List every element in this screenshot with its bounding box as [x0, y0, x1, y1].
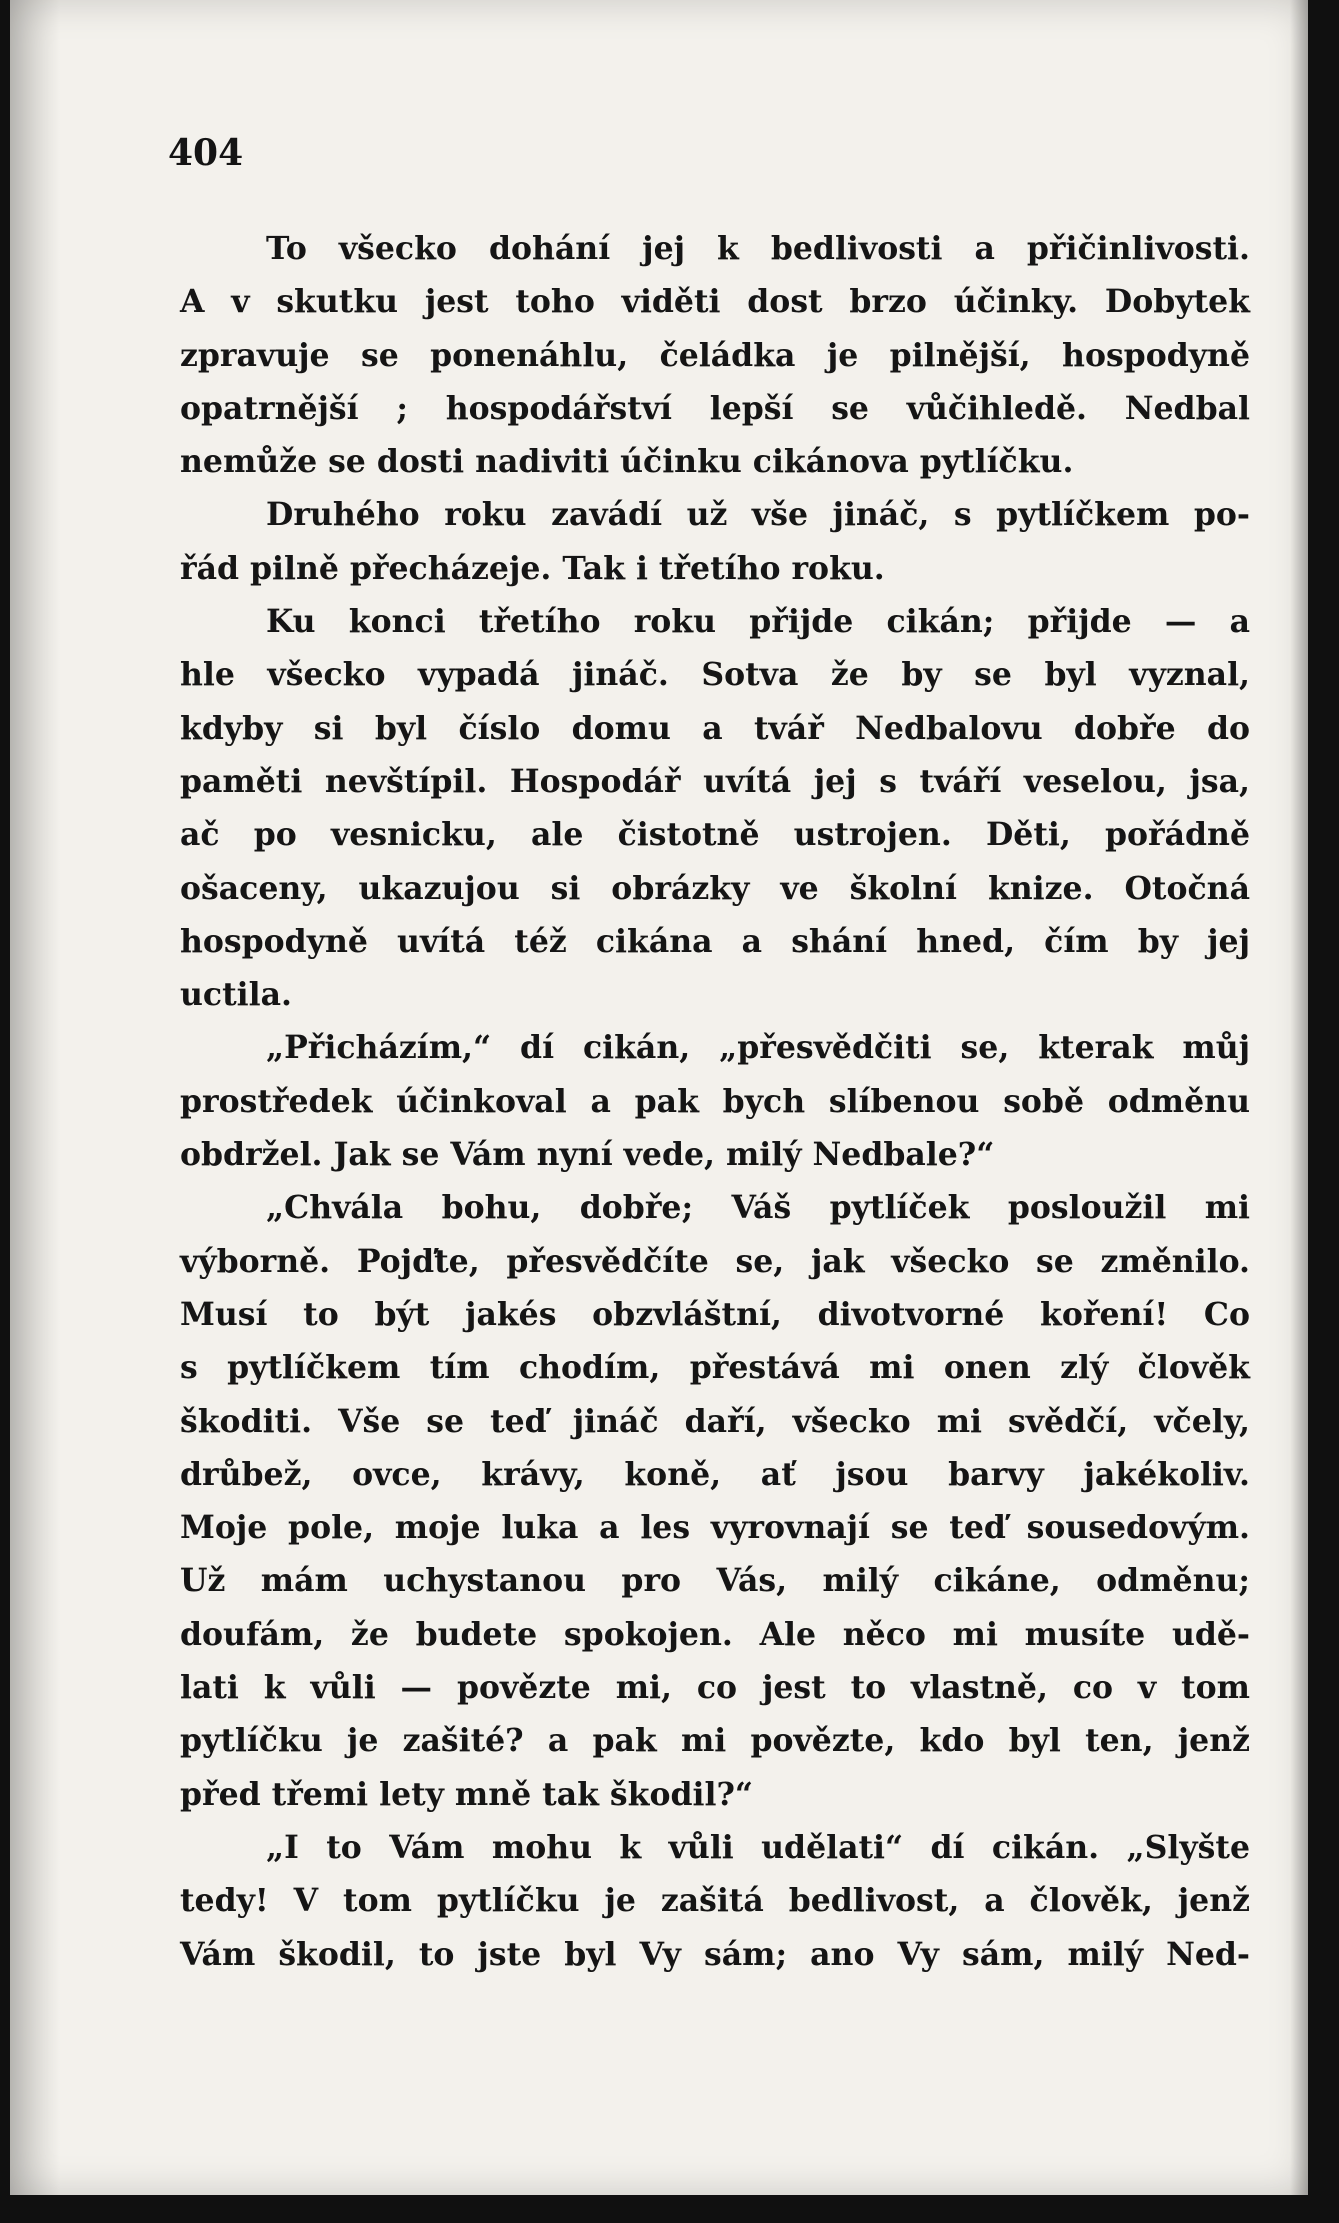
text-line: Vám škodil, to jste byl Vy sám; ano Vy sám, milý Ned-: [180, 1935, 1250, 1973]
text-line: Musí to být jakés obzvláštní, divotvorné koření! Co: [180, 1295, 1250, 1333]
text-line: „Přicházím,“ dí cikán, „přesvědčiti se, kterak můj: [266, 1029, 1250, 1067]
text-line: uctila.: [180, 976, 292, 1014]
text-line: drůbež, ovce, krávy, koně, ať jsou barvy jakékoliv.: [180, 1455, 1250, 1493]
text-line: ač po vesnicku, ale čistotně ustrojen. Děti, pořádně: [180, 816, 1250, 854]
text-line: nemůže se dosti nadiviti účinku cikánova pytlíčku.: [180, 443, 1074, 481]
text-line: obdržel. Jak se Vám nyní vede, milý Nedbale?“: [180, 1136, 995, 1174]
text-line: řád pilně přecházeje. Tak i třetího roku.: [180, 549, 885, 587]
text-line: To všecko dohání jej k bedlivosti a přičinlivosti.: [266, 230, 1250, 267]
text-line: před třemi lety mně tak škodil?“: [180, 1775, 754, 1813]
text-line: kdyby si byl číslo domu a tvář Nedbalovu dobře do: [180, 709, 1250, 747]
text-line: doufám, že budete spokojen. Ale něco mi musíte udě-: [180, 1615, 1250, 1653]
body-text: [180, 222, 1250, 1981]
page-edge-shadow: [1290, 0, 1308, 2195]
text-line: prostředek účinkoval a pak bych slíbenou sobě odměnu: [180, 1082, 1250, 1120]
text-line: pytlíčku je zašité? a pak mi povězte, kdo byl ten, jenž: [180, 1722, 1250, 1760]
text-line: ošaceny, ukazujou si obrázky ve školní knize. Otočná: [180, 869, 1250, 907]
text-line: Moje pole, moje luka a les vyrovnají se teď sousedovým.: [180, 1509, 1250, 1547]
text-line: hospodyně uvítá též cikána a shání hned, čím by jej: [180, 922, 1250, 960]
page-spine-shadow: [10, 0, 60, 2195]
text-line: „I to Vám mohu k vůli udělati“ dí cikán. „Slyšte: [266, 1828, 1250, 1866]
text-line: Už mám uchystanou pro Vás, milý cikáne, odměnu;: [180, 1562, 1250, 1600]
text-line: tedy! V tom pytlíčku je zašitá bedlivost, a člověk, jenž: [180, 1882, 1250, 1920]
text-line: škoditi. Vše se teď jináč daří, všecko mi svědčí, včely,: [180, 1402, 1250, 1440]
text-line: paměti nevštípil. Hospodář uvítá jej s tváří veselou, jsa,: [180, 762, 1250, 800]
text-line: hle všecko vypadá jináč. Sotva že by se byl vyznal,: [180, 656, 1250, 694]
text-line: opatrnější ; hospodářství lepší se vůčihledě. Nedbal: [180, 389, 1250, 427]
text-line: A v skutku jest toho viděti dost brzo účinky. Dobytek: [180, 283, 1250, 321]
text-line: výborně. Pojďte, přesvědčíte se, jak všecko se změnilo.: [180, 1242, 1250, 1280]
text-line: Ku konci třetího roku přijde cikán; přijde — a: [266, 603, 1250, 641]
text-line: „Chvála bohu, dobře; Váš pytlíček posloužil mi: [266, 1189, 1250, 1227]
text-line: zpravuje se ponenáhlu, čeládka je pilnější, hospodyně: [180, 336, 1250, 374]
text-line: Druhého roku zavádí už vše jináč, s pytlíčkem po-: [266, 496, 1250, 534]
page-number: 404: [168, 132, 244, 174]
book-page: [10, 0, 1308, 2195]
text-line: s pytlíčkem tím chodím, přestává mi onen zlý člověk: [180, 1349, 1250, 1387]
text-line: lati k vůli — povězte mi, co jest to vlastně, co v tom: [180, 1669, 1250, 1707]
